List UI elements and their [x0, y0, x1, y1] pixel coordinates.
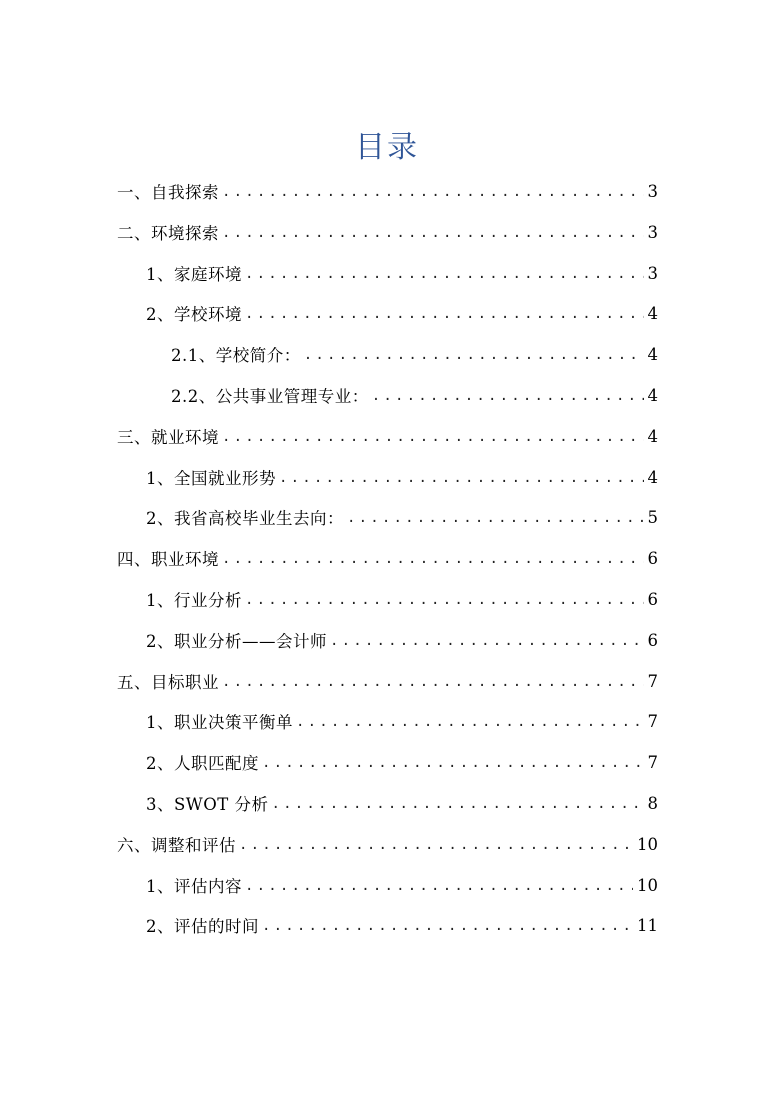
toc-dot-leader: [296, 714, 644, 730]
toc-entry-label: 2、我省高校毕业生去向：: [146, 509, 344, 528]
toc-entry[interactable]: [171, 334, 658, 374]
toc-entry-page-number: 5: [647, 507, 658, 527]
toc-dot-leader: [245, 592, 644, 608]
toc-entry-label: 1、行业分析: [146, 591, 242, 610]
toc-entry-label: 四、职业环境: [117, 550, 219, 569]
toc-entry-label: 3、SWOT 分析: [146, 795, 269, 814]
toc-entry-page-number: 11: [637, 915, 658, 935]
toc-dot-leader: [245, 878, 633, 894]
toc-entry[interactable]: [146, 865, 658, 905]
toc-dot-leader: [279, 470, 644, 486]
toc-entry-page-number: 4: [647, 426, 658, 446]
toc-entry-page-number: 4: [647, 467, 658, 487]
toc-entry-page-number: 4: [647, 344, 658, 364]
toc-dot-leader: [222, 225, 644, 241]
toc-entry-label: 六、调整和评估: [117, 836, 236, 855]
toc-entry-label: 1、评估内容: [146, 877, 242, 896]
toc-dot-leader: [262, 755, 644, 771]
toc-entry-label: 1、全国就业形势: [146, 469, 276, 488]
toc-entry[interactable]: [117, 824, 658, 864]
toc-entry[interactable]: [146, 457, 658, 497]
toc-entry-label: 一、自我探索: [117, 183, 219, 202]
toc-entry-label: 三、就业环境: [117, 428, 219, 447]
toc-dot-leader: [304, 347, 644, 363]
toc-entry-page-number: 8: [647, 793, 658, 813]
toc-entry[interactable]: [117, 538, 658, 578]
toc-entry[interactable]: [146, 742, 658, 782]
toc-entry[interactable]: [117, 661, 658, 701]
toc-entry[interactable]: [146, 783, 658, 823]
toc-entry[interactable]: [171, 375, 658, 415]
toc-entry-label: 2.1、学校简介：: [171, 346, 301, 365]
toc-dot-leader: [222, 429, 644, 445]
toc-entry[interactable]: [117, 171, 658, 211]
toc-dot-leader: [222, 674, 644, 690]
toc-dot-leader: [245, 306, 644, 322]
toc-entry-page-number: 4: [647, 303, 658, 323]
toc-entry[interactable]: [146, 497, 658, 537]
toc-entry-label: 2、职业分析——会计师: [146, 632, 327, 651]
toc-entry-page-number: 6: [647, 630, 658, 650]
toc-dot-leader: [347, 510, 644, 526]
toc-entry[interactable]: [117, 212, 658, 252]
toc-dot-leader: [222, 551, 644, 567]
toc-entry-label: 2.2、公共事业管理专业：: [171, 387, 369, 406]
toc-entry-label: 二、环境探索: [117, 224, 219, 243]
toc-entry-label: 2、学校环境: [146, 305, 242, 324]
toc-entry-label: 2、评估的时间: [146, 917, 259, 936]
toc-entry-page-number: 7: [647, 671, 658, 691]
toc-entry[interactable]: [146, 253, 658, 293]
toc-entry-page-number: 4: [647, 385, 658, 405]
toc-dot-leader: [245, 266, 644, 282]
toc-entry[interactable]: [146, 579, 658, 619]
toc-entry-page-number: 7: [647, 711, 658, 731]
toc-entry-page-number: 3: [647, 181, 658, 201]
toc-entry-page-number: 10: [637, 875, 658, 895]
toc-dot-leader: [272, 796, 644, 812]
toc-entry[interactable]: [146, 905, 658, 945]
toc-entry-label: 2、人职匹配度: [146, 754, 259, 773]
toc-entry-label: 五、目标职业: [117, 673, 219, 692]
toc-dot-leader: [239, 837, 633, 853]
toc-entry-page-number: 3: [647, 222, 658, 242]
toc-entry-page-number: 10: [637, 834, 658, 854]
toc-entry[interactable]: [146, 701, 658, 741]
toc-entry-page-number: 6: [647, 589, 658, 609]
toc-entry[interactable]: [146, 293, 658, 333]
toc-entry-page-number: 6: [647, 548, 658, 568]
toc-dot-leader: [330, 633, 644, 649]
toc-entry[interactable]: [117, 416, 658, 456]
toc-dot-leader: [262, 918, 633, 934]
toc-entry-label: 1、家庭环境: [146, 265, 242, 284]
toc-entry-page-number: 7: [647, 752, 658, 772]
toc-entry-label: 1、职业决策平衡单: [146, 713, 293, 732]
toc-dot-leader: [222, 184, 644, 200]
toc-title: 目录: [355, 130, 419, 165]
toc-entry[interactable]: [146, 620, 658, 660]
toc-entry-page-number: 3: [647, 263, 658, 283]
toc-dot-leader: [372, 388, 644, 404]
